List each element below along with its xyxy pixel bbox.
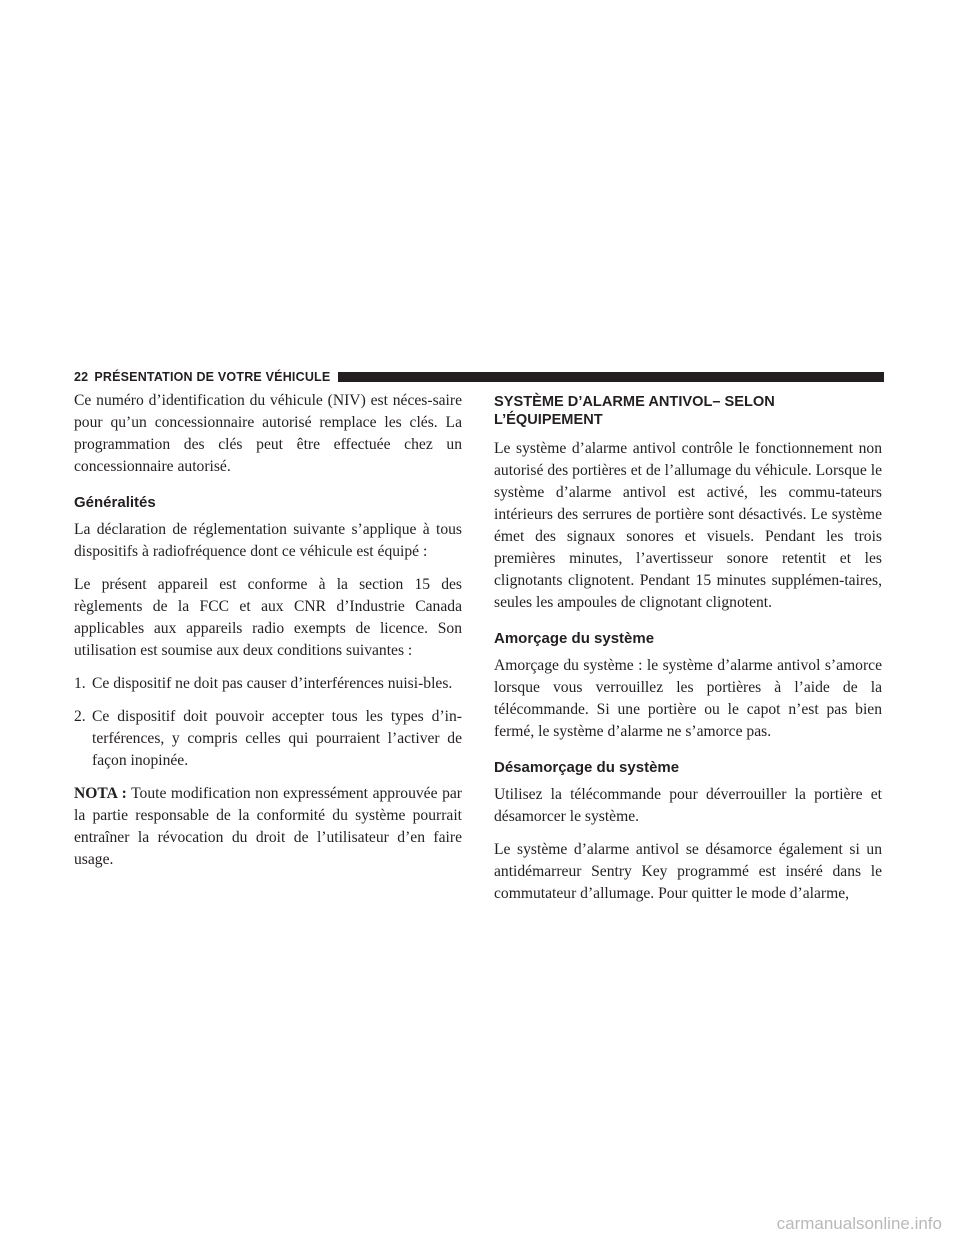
heading-disarming: Désamorçage du système [494, 759, 680, 776]
nota-text: Toute modification non expressément approuvée par la partie responsable de la conformité du système pourrait entraîner la révocation du droit de l’utilisateur d’en faire usage. [74, 785, 462, 868]
page-number: 22 [74, 370, 89, 384]
alarm-paragraph: Le système d’alarme antivol contrôle le fonctionnement non autorisé des portières et de l’allumage du véhicule. Lorsque le système d’alarme antivol est activé, les commu-tateurs intérieurs des serrures de portière sont désactivés. Le système émet des signaux sonores et visuels. Pendant les trois premières minutes, l’avertisseur sonore retentit et les clignotants clignotent. Pendant 15 minutes supplémen-taires, seules les ampoules de clignotant clignotent. [494, 440, 882, 611]
conformity-paragraph: Le présent appareil est conforme à la section 15 des règlements de la FCC et aux CNR d’Industrie Canada applicables aux appareils radio exempts de licence. Son utilisation est soumise aux deux conditions suivantes : [74, 576, 462, 659]
declaration-paragraph: La déclaration de réglementation suivante s’applique à tous dispositifs à radiofréquence dont ce véhicule est équipé : [74, 521, 462, 560]
header-rule [338, 372, 884, 382]
list-item [74, 706, 462, 772]
nota-label: NOTA : [74, 785, 127, 802]
section-title: PRÉSENTATION DE VOTRE VÉHICULE [94, 370, 331, 384]
list-text: Ce dispositif doit pouvoir accepter tous les types d’in-terférences, y compris celles qui pourraient l’activer de façon inopinée. [92, 708, 462, 769]
heading-arming: Amorçage du système [494, 630, 655, 647]
disarming-paragraph-1: Utilisez la télécommande pour déverrouiller la portière et désamorcer le système. [494, 786, 882, 825]
arming-paragraph: Amorçage du système : le système d’alarme antivol s’amorce lorsque vous verrouillez les portières à l’aide de la télécommande. Si une portière ou le capot n’est pas bien fermé, le système d’alarme ne s’amorce pas. [494, 657, 882, 740]
right-column [494, 390, 882, 916]
left-column [74, 390, 462, 882]
heading-general: Généralités [74, 494, 156, 511]
page-header [74, 369, 884, 385]
intro-paragraph: Ce numéro d’identification du véhicule (NIV) est néces-saire pour qu’un concessionnaire autorisé remplace les clés. La programmation des clés peut être effectuée chez un concessionnaire autorisé. [74, 392, 462, 475]
heading-alarm: SYSTÈME D’ALARME ANTIVOL– SELON L’ÉQUIPEMENT [494, 394, 775, 428]
disarming-paragraph-2: Le système d’alarme antivol se désamorce également si un antidémarreur Sentry Key programmé est inséré dans le commutateur d’allumage. Pour quitter le mode d’alarme, [494, 841, 882, 902]
list-text: Ce dispositif ne doit pas causer d’interférences nuisi-bles. [92, 675, 453, 692]
watermark: carmanualsonline.info [776, 1214, 942, 1233]
nota-paragraph [74, 783, 462, 871]
list-number: 1. [74, 675, 86, 692]
list-number: 2. [74, 708, 86, 725]
list-item [74, 673, 462, 695]
